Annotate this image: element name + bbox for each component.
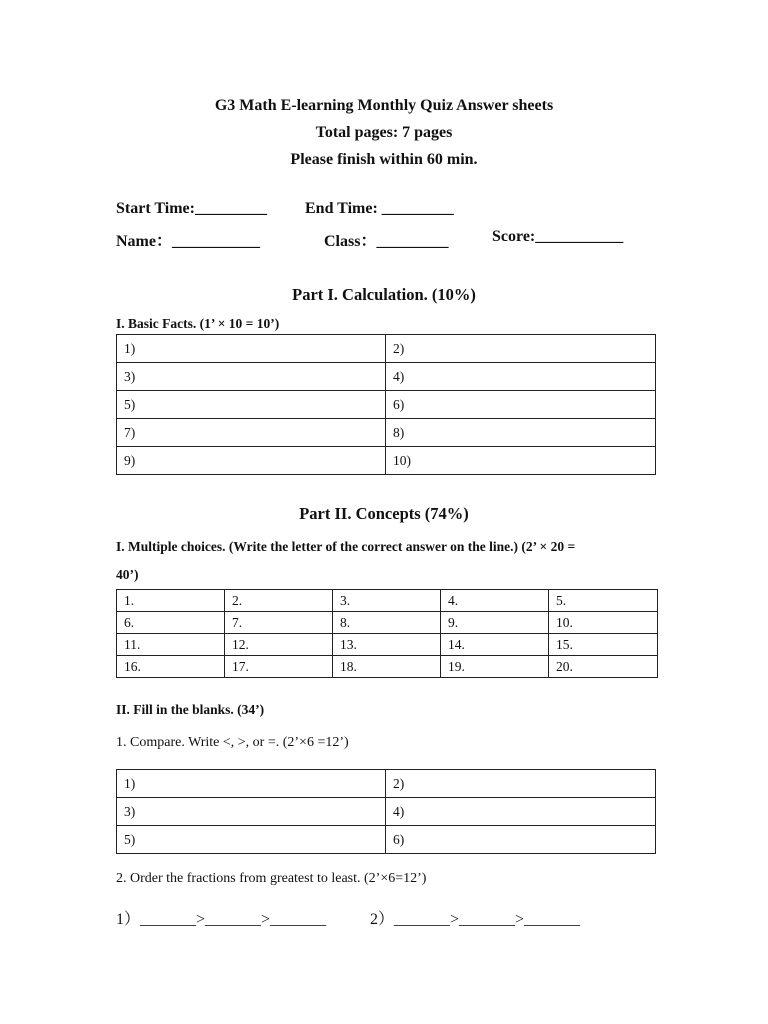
order-item-2: 2）_______>_______>_______ (370, 911, 581, 928)
compare-label: 1. Compare. Write <, >, or =. (2’×6 =12’) (116, 735, 349, 750)
answer-cell[interactable]: 3) (117, 363, 386, 391)
compare-row (117, 798, 656, 826)
answer-cell[interactable]: 2) (386, 335, 656, 363)
order-item-1: 1）_______>_______>_______ (116, 911, 327, 928)
total-pages: Total pages: 7 pages (315, 124, 453, 141)
answer-cell[interactable]: 20. (549, 656, 658, 678)
answer-cell[interactable]: 7) (117, 419, 386, 447)
answer-cell[interactable]: 4) (386, 798, 656, 826)
time-limit-note: Please finish within 60 min. (290, 151, 478, 168)
answer-cell[interactable]: 2) (386, 770, 656, 798)
answer-cell[interactable]: 6) (386, 391, 656, 419)
multiple-choice-table (116, 589, 658, 678)
answer-cell[interactable]: 8. (333, 612, 441, 634)
start-time-field: Start Time:_________ (116, 200, 267, 217)
answer-cell[interactable]: 5) (117, 391, 386, 419)
answer-cell[interactable]: 10. (549, 612, 658, 634)
score-field: Score:___________ (492, 228, 624, 245)
basic-facts-row (117, 447, 656, 475)
answer-cell[interactable]: 11. (117, 634, 225, 656)
answer-cell[interactable]: 3) (117, 798, 386, 826)
multiple-choice-label-line1: I. Multiple choices. (Write the letter of the correct answer on the line.) (2’ × 20 = (116, 539, 576, 554)
order-fractions-label: 2. Order the fractions from greatest to least. (2’×6=12’) (116, 871, 427, 886)
answer-cell[interactable]: 12. (225, 634, 333, 656)
basic-facts-table (116, 334, 656, 475)
answer-cell[interactable]: 10) (386, 447, 656, 475)
multiple-choice-row (117, 634, 658, 656)
answer-cell[interactable]: 9) (117, 447, 386, 475)
name-field: Name：___________ (116, 233, 260, 250)
compare-row (117, 826, 656, 854)
answer-cell[interactable]: 4. (441, 590, 549, 612)
compare-row (117, 770, 656, 798)
part2-title: Part II. Concepts (74%) (299, 504, 469, 523)
multiple-choice-row (117, 656, 658, 678)
part1-title: Part I. Calculation. (10%) (292, 285, 476, 304)
multiple-choice-label-line2: 40’) (116, 567, 139, 582)
sheet-title: G3 Math E-learning Monthly Quiz Answer sheets (214, 97, 554, 114)
answer-cell[interactable]: 6) (386, 826, 656, 854)
answer-cell[interactable]: 7. (225, 612, 333, 634)
basic-facts-row (117, 391, 656, 419)
answer-cell[interactable]: 18. (333, 656, 441, 678)
answer-cell[interactable]: 3. (333, 590, 441, 612)
basic-facts-row (117, 363, 656, 391)
answer-cell[interactable]: 9. (441, 612, 549, 634)
answer-cell[interactable]: 5) (117, 826, 386, 854)
multiple-choice-row (117, 590, 658, 612)
basic-facts-row (117, 419, 656, 447)
answer-cell[interactable]: 1) (117, 335, 386, 363)
answer-cell[interactable]: 1. (117, 590, 225, 612)
answer-cell[interactable]: 14. (441, 634, 549, 656)
basic-facts-label: I. Basic Facts. (1’ × 10 = 10’) (116, 316, 280, 331)
answer-cell[interactable]: 19. (441, 656, 549, 678)
answer-cell[interactable]: 16. (117, 656, 225, 678)
answer-cell[interactable]: 15. (549, 634, 658, 656)
multiple-choice-row (117, 612, 658, 634)
answer-cell[interactable]: 2. (225, 590, 333, 612)
compare-table (116, 769, 656, 854)
order-fractions-row (116, 906, 676, 930)
sheet-header (0, 92, 768, 173)
fill-blanks-label: II. Fill in the blanks. (34’) (116, 702, 265, 717)
end-time-field: End Time: _________ (305, 200, 454, 217)
answer-cell[interactable]: 4) (386, 363, 656, 391)
answer-cell[interactable]: 13. (333, 634, 441, 656)
basic-facts-row (117, 335, 656, 363)
answer-cell[interactable]: 17. (225, 656, 333, 678)
class-field: Class：_________ (324, 233, 449, 250)
answer-cell[interactable]: 8) (386, 419, 656, 447)
answer-cell[interactable]: 1) (117, 770, 386, 798)
answer-cell[interactable]: 6. (117, 612, 225, 634)
answer-cell[interactable]: 5. (549, 590, 658, 612)
